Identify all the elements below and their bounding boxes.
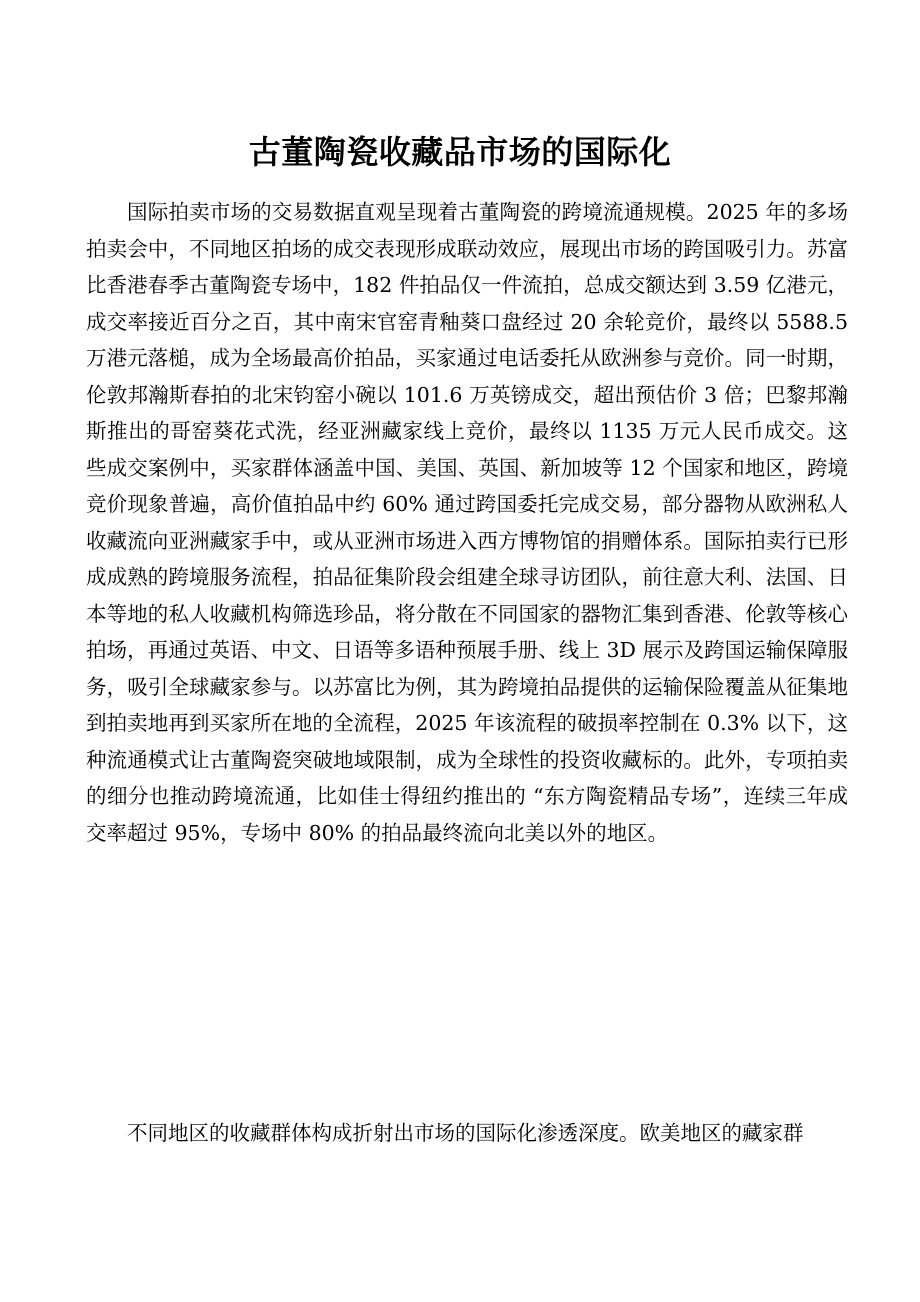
document-title: 古董陶瓷收藏品市场的国际化: [248, 133, 672, 171]
body-paragraph-1: 国际拍卖市场的交易数据直观呈现着古董陶瓷的跨境流通规模。2025 年的多场拍卖会中，不同地区拍场的成交表现形成联动效应，展现出市场的跨国吸引力。苏富比香港春季古董陶瓷专场中，182 件拍品仅一件流拍，总成交额达到 3.59 亿港元，成交率接近百分之百，其中南宋官窑青釉葵口盘经过 20 余轮竞价，最终以 5588.5 万港元落槌，成为全场最高价拍品，买家通过电话委托从欧洲参与竞价。同一时期，伦敦邦瀚斯春拍的北宋钧窑小碗以 101.6 万英镑成交，超出预估价 3 倍；巴黎邦瀚斯推出的哥窑葵花式洗，经亚洲藏家线上竞价，最终以 1135 万元人民币成交。这些成交案例中，买家群体涵盖中国、美国、英国、新加坡等 12 个国家和地区，跨境竞价现象普遍，高价值拍品中约 60% 通过跨国委托完成交易，部分器物从欧洲私人收藏流向亚洲藏家手中，或从亚洲市场进入西方博物馆的捐赠体系。国际拍卖行已形成成熟的跨境服务流程，拍品征集阶段会组建全球寻访团队，前往意大利、法国、日本等地的私人收藏机构筛选珍品，将分散在不同国家的器物汇集到香港、伦敦等核心拍场，再通过英语、中文、日语等多语种预展手册、线上 3D 展示及跨国运输保障服务，吸引全球藏家参与。以苏富比为例，其为跨境拍品提供的运输保险覆盖从征集地到拍卖地再到买家所在地的全流程，2025 年该流程的破损率控制在 0.3% 以下，这种流通模式让古董陶瓷突破地域限制，成为全球性的投资收藏标的。此外，专项拍卖的细分也推动跨境流通，比如佳士得纽约推出的 “东方陶瓷精品专场”，连续三年成交率超过 95%，专场中 80% 的拍品最终流向北美以外的地区。: [86, 200, 848, 845]
body-paragraph-2: 不同地区的收藏群体构成折射出市场的国际化渗透深度。欧美地区的藏家群: [127, 1121, 804, 1145]
